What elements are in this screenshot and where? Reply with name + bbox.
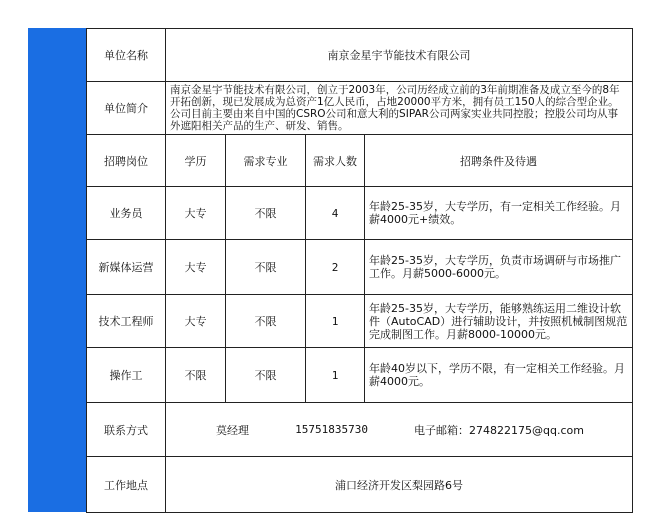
company-name-label: 单位名称 [87, 29, 166, 82]
contact-person: 莫经理 [216, 423, 249, 437]
table-row [87, 187, 633, 240]
cell-count: 1 [306, 295, 365, 348]
cell-education: 大专 [166, 295, 226, 348]
location-value: 浦口经济开发区梨园路6号 [166, 457, 633, 513]
header-position: 招聘岗位 [87, 135, 166, 187]
location-row [87, 457, 633, 513]
header-major: 需求专业 [226, 135, 306, 187]
location-label: 工作地点 [87, 457, 166, 513]
cell-conditions: 年龄25-35岁，大专学历，负责市场调研与市场推广工作。月薪5000-6000元。 [365, 240, 633, 295]
cell-count: 1 [306, 348, 365, 403]
cell-position: 业务员 [87, 187, 166, 240]
cell-education: 不限 [166, 348, 226, 403]
cell-count: 4 [306, 187, 365, 240]
cell-major: 不限 [226, 240, 306, 295]
contact-row [87, 403, 633, 457]
cell-major: 不限 [226, 295, 306, 348]
recruitment-table [86, 28, 633, 513]
table-row [87, 295, 633, 348]
cell-major: 不限 [226, 348, 306, 403]
contact-phone: 15751835730 [295, 423, 368, 436]
cell-conditions: 年龄25-35岁，大专学历，能够熟练运用二维设计软件（AutoCAD）进行辅助设计，并按照机械制图规范完成制图工作。月薪8000-10000元。 [365, 295, 633, 348]
table-row [87, 240, 633, 295]
contact-value [166, 403, 633, 457]
contact-email: 电子邮箱：274822175@qq.com [414, 423, 584, 437]
contact-label: 联系方式 [87, 403, 166, 457]
company-name-row [87, 29, 633, 82]
cell-position: 技术工程师 [87, 295, 166, 348]
cell-conditions: 年龄40岁以下，学历不限，有一定相关工作经验。月薪4000元。 [365, 348, 633, 403]
cell-position: 操作工 [87, 348, 166, 403]
header-education: 学历 [166, 135, 226, 187]
cell-conditions: 年龄25-35岁，大专学历，有一定相关工作经验。月薪4000元+绩效。 [365, 187, 633, 240]
company-intro-row [87, 82, 633, 135]
table-header-row [87, 135, 633, 187]
blue-sidebar-bar [28, 28, 86, 512]
header-conditions: 招聘条件及待遇 [365, 135, 633, 187]
cell-education: 大专 [166, 240, 226, 295]
cell-education: 大专 [166, 187, 226, 240]
cell-position: 新媒体运营 [87, 240, 166, 295]
company-intro-label: 单位简介 [87, 82, 166, 135]
header-count: 需求人数 [306, 135, 365, 187]
table-row [87, 348, 633, 403]
cell-count: 2 [306, 240, 365, 295]
company-intro-value: 南京金星宇节能技术有限公司，创立于2003年，公司历经成立前的3年前期准备及成立至今的8年开拓创新，现已发展成为总资产1亿人民币，占地20000平方米，拥有员工150人的综合型企业。公司目前主要由来自中国的CSRO公司和意大利的SIPAR公司两家实业共同控股；控股公司均从事外遮阳相关产品的生产、研发、销售。 [166, 82, 633, 135]
company-name-value: 南京金星宇节能技术有限公司 [166, 29, 633, 82]
cell-major: 不限 [226, 187, 306, 240]
